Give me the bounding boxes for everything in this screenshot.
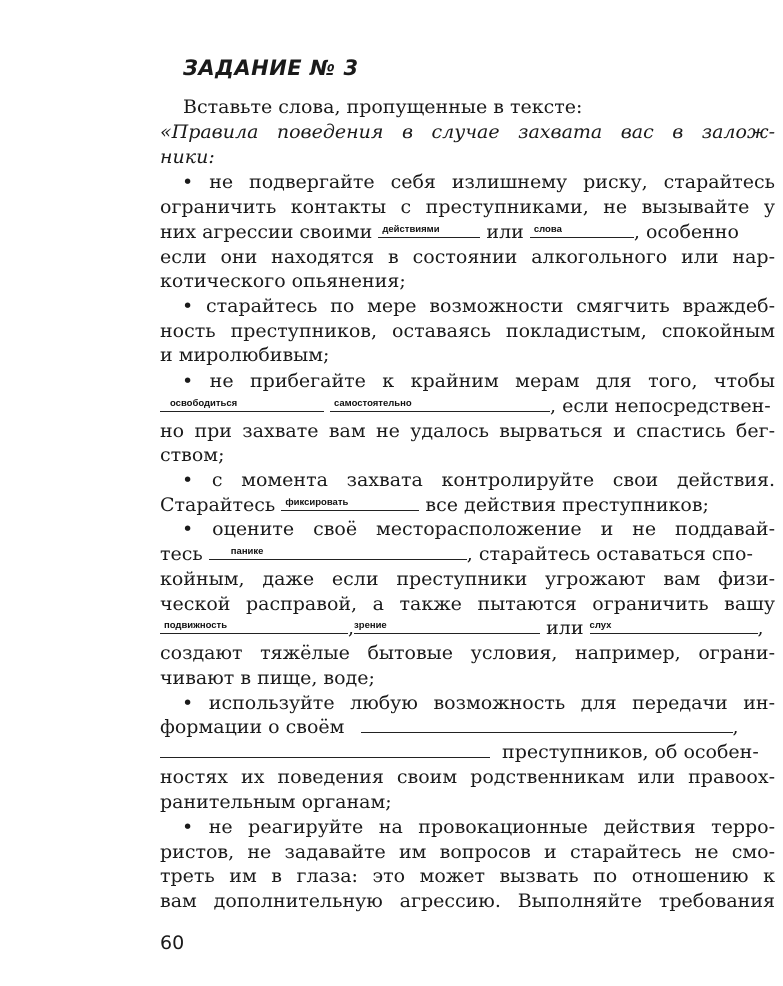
p5-line5: подвижность , зрение или слух , [160, 616, 775, 640]
bullet: • [182, 816, 194, 838]
bullet: • [182, 295, 194, 317]
answer-text: действиями [382, 224, 440, 235]
bullet: • [182, 692, 194, 714]
answer-text: слух [589, 620, 612, 631]
p1-line1: • не подвергайте себя излишнему риску, старайтесь [160, 170, 775, 194]
p7-line2: ристов, не задавайте им вопросов и старайтесь не смо- [160, 841, 775, 863]
p7-line3: треть им в глаза: это может вызвать по отношению к [160, 865, 775, 887]
answer-text: фиксировать [285, 497, 349, 508]
answer-text: подвижность [164, 620, 228, 631]
answer-blank[interactable] [378, 221, 480, 238]
answer-text: самостоятельно [334, 398, 412, 409]
answer-text: зрение [354, 620, 387, 631]
p1-line3: них агрессии своими действиями или слова , особенно [160, 221, 739, 243]
p5-line6: создают тяжёлые бытовые условия, например, ограни- [160, 642, 775, 664]
p6-line4: ностях их поведения своим родственникам или правоох- [160, 766, 775, 788]
p4-line1: • с момента захвата контролируйте свои действия. [160, 468, 775, 492]
p2-line2: ность преступников, оставаясь покладистым, спокойным [160, 320, 775, 342]
p3-line4: ством; [160, 444, 225, 466]
bullet: • [182, 171, 194, 193]
p4-line2: Старайтесь фиксировать все действия преступников; [160, 494, 709, 516]
p5-line7: чивают в пище, воде; [160, 667, 375, 689]
answer-blank[interactable] [361, 716, 733, 733]
task-title: ЗАДАНИЕ № 3 [183, 56, 359, 80]
answer-blank[interactable] [160, 617, 348, 634]
rules-heading-line2: ники: [160, 146, 215, 168]
p1-line5: котического опьянения; [160, 270, 406, 292]
p6-line3: преступников, об особен- [160, 740, 775, 764]
p7-line4: вам дополнительную агрессию. Выполняйте требования [160, 890, 775, 912]
p6-line1: • используйте любую возможность для передачи ин- [160, 691, 775, 715]
answer-text: слова [533, 224, 562, 235]
p3-line3: но при захвате вам не удалось вырваться и спастись бег- [160, 420, 775, 442]
p7-line1: • не реагируйте на провокационные действия терро- [160, 815, 775, 839]
p6-line2: формации о своём , [160, 716, 739, 738]
answer-blank[interactable] [590, 617, 758, 634]
bullet: • [182, 469, 194, 491]
p1-line2: ограничить контакты с преступниками, не вызывайте у [160, 196, 775, 218]
p2-line1: • старайтесь по мере возможности смягчить враждеб- [160, 294, 775, 318]
p5-line1: • оцените своё месторасположение и не поддавай- [160, 517, 775, 541]
p6-line5: ранительным органам; [160, 791, 392, 813]
p5-line2: тесь панике , старайтесь оставаться спо- [160, 543, 753, 565]
answer-blank[interactable] [354, 617, 540, 634]
bullet: • [182, 370, 194, 392]
page-number: 60 [160, 932, 185, 954]
answer-blank[interactable] [530, 221, 634, 238]
bullet: • [182, 518, 194, 540]
answer-blank[interactable] [209, 543, 467, 560]
rules-heading-line1: «Правила поведения в случае захвата вас в залож- [160, 121, 775, 143]
p3-line2: освободиться самостоятельно , если непосредствен- [160, 394, 775, 418]
p1-line4: если они находятся в состоянии алкогольного или нар- [160, 246, 775, 268]
answer-blank[interactable] [160, 395, 324, 412]
answer-text: освободиться [170, 398, 238, 409]
task-instruction: Вставьте слова, пропущенные в тексте: [183, 96, 583, 118]
answer-blank[interactable] [160, 741, 490, 758]
answer-blank[interactable] [330, 395, 550, 412]
p5-line3: койным, даже если преступники угрожают вам физи- [160, 568, 775, 590]
answer-blank[interactable] [281, 494, 419, 511]
p3-line1: • не прибегайте к крайним мерам для того, чтобы [160, 369, 775, 393]
answer-text: панике [230, 546, 264, 557]
p5-line4: ческой расправой, а также пытаются ограничить вашу [160, 593, 775, 615]
p2-line3: и миролюбивым; [160, 344, 330, 366]
